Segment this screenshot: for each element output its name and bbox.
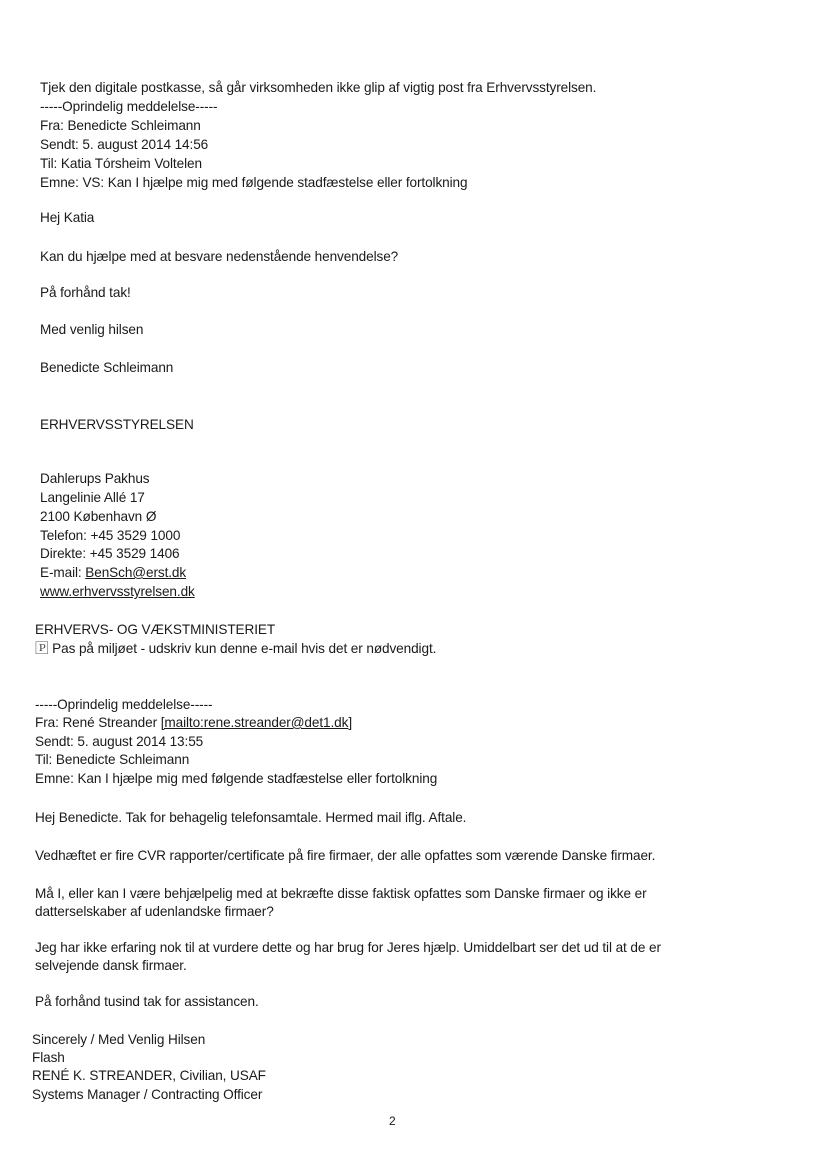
signature-line-2: Flash: [32, 1050, 65, 1065]
greeting: Hej Katia: [40, 210, 95, 225]
organization-name: ERHVERVSSTYRELSEN: [40, 417, 194, 432]
subject-line: Emne: VS: Kan I hjælpe mig med følgende stadfæstelse eller fortolkning: [40, 175, 468, 190]
sent-line: Sendt: 5. august 2014 14:56: [40, 137, 209, 152]
paragraph-greeting: Hej Benedicte. Tak for behagelig telefonsamtale. Hermed mail iflg. Aftale.: [35, 810, 467, 825]
paragraph-experience-2: selvejende dansk firmaer.: [35, 958, 187, 973]
paragraph-attachment: Vedhæftet er fire CVR rapporter/certificate på fire firmaer, der alle opfattes som værende Danske firmaer.: [35, 848, 656, 863]
sent-line-2: Sendt: 5. august 2014 13:55: [35, 734, 204, 749]
closing: Med venlig hilsen: [40, 322, 144, 337]
address-line-3: 2100 København Ø: [40, 509, 157, 524]
from-label-2: Fra: René Streander: [35, 715, 161, 730]
postbox-notice: Tjek den digitale postkasse, så går virksomheden ikke glip af vigtig post fra Erhvervsstyrelsen.: [40, 80, 597, 95]
to-line-2: Til: Benedicte Schleimann: [35, 752, 190, 767]
subject-line-2: Emne: Kan I hjælpe mig med følgende stadfæstelse eller fortolkning: [35, 771, 438, 786]
email-link[interactable]: BenSch@erst.dk: [85, 565, 187, 580]
email-label: E-mail:: [40, 565, 86, 580]
address-line-1: Dahlerups Pakhus: [40, 471, 150, 486]
to-line: Til: Katia Tórsheim Voltelen: [40, 156, 202, 171]
page-number: 2: [389, 1114, 396, 1128]
signature-line-1: Sincerely / Med Venlig Hilsen: [32, 1032, 206, 1047]
paragraph-thanks: På forhånd tusind tak for assistancen.: [35, 994, 259, 1009]
original-message-separator: -----Oprindelig meddelelse-----: [40, 99, 218, 114]
signature-line-3: RENÉ K. STREANDER, Civilian, USAF: [32, 1068, 266, 1083]
body-thanks: På forhånd tak!: [40, 285, 131, 300]
paragraph-question-1: Må I, eller kan I være behjælpelig med at bekræfte disse faktisk opfattes som Danske firmaer og ikke er: [35, 886, 647, 901]
signer-name: Benedicte Schleimann: [40, 360, 174, 375]
ministry-name: ERHVERVS- OG VÆKSTMINISTERIET: [35, 622, 276, 637]
paragraph-experience-1: Jeg har ikke erfaring nok til at vurdere dette og har brug for Jeres hjælp. Umiddelbart ser det ud til at de er: [35, 940, 661, 955]
direct-phone-line: Direkte: +45 3529 1406: [40, 546, 180, 561]
address-line-2: Langelinie Allé 17: [40, 490, 145, 505]
body-request: Kan du hjælpe med at besvare nedenstående henvendelse?: [40, 249, 399, 264]
website-line: [40, 583, 195, 601]
mailto-link[interactable]: [mailto:rene.streander@det1.dk]: [160, 715, 352, 730]
email-line: [40, 564, 186, 582]
from-line: Fra: Benedicte Schleimann: [40, 118, 201, 133]
original-message-separator-2: -----Oprindelig meddelelse-----: [35, 697, 213, 712]
phone-line: Telefon: +45 3529 1000: [40, 528, 181, 543]
paragraph-question-2: datterselskaber af udenlandske firmaer?: [35, 904, 274, 919]
website-link[interactable]: www.erhvervsstyrelsen.dk: [40, 584, 195, 599]
signature-line-4: Systems Manager / Contracting Officer: [32, 1087, 263, 1102]
eco-notice: 🄿 Pas på miljøet - udskriv kun denne e-mail hvis det er nødvendigt.: [35, 641, 437, 656]
from-line-2: [35, 714, 352, 732]
